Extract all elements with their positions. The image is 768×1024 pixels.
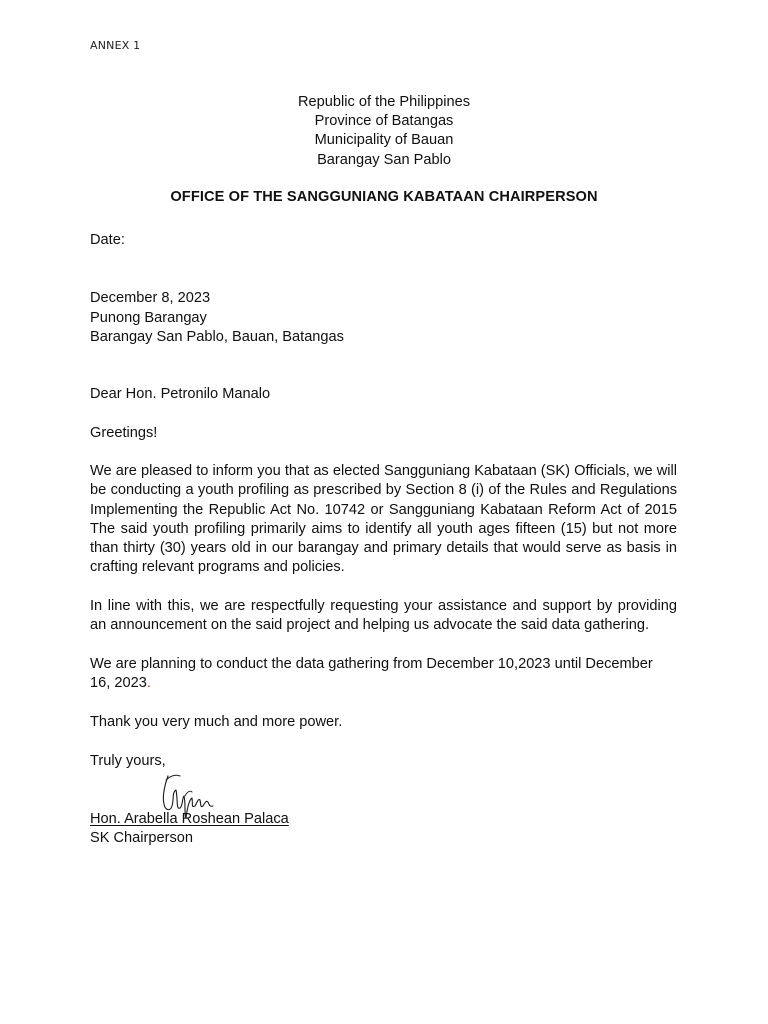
recipient-address: Barangay San Pablo, Bauan, Batangas [90,329,344,345]
letter-date: December 8, 2023 [90,290,211,306]
letterhead-country: Republic of the Philippines [298,94,470,110]
body-paragraph-2: In line with this, we are respectfully requesting your assistance and support by providing an announcement on the said project and helping us advocate the said data gathering. [90,598,677,634]
letterhead-province: Province of Batangas [314,113,454,130]
body-paragraph-3-period: . [146,675,151,692]
closing: Truly yours, [90,753,166,769]
office-title: OFFICE OF THE SANGGUNIANG KABATAAN CHAIRPERSON [170,189,598,205]
signatory-title: SK Chairperson [90,830,194,846]
date-label: Date: [90,232,125,248]
body-paragraph-3-text: We are planning to conduct the data gathering from December 10,2023 until December 16, 2023 [90,656,653,692]
recipient-position: Punong Barangay [90,310,207,326]
closing-thanks: Thank you very much and more power. [90,714,343,730]
signatory-name: Hon. Arabella Roshean Palaca [90,811,289,827]
annex-label: ANNEX 1 [90,39,141,52]
letterhead-municipality: Municipality of Bauan [314,132,454,149]
body-paragraph-1: We are pleased to inform you that as elected Sangguniang Kabataan (SK) Officials, we will be conducting a youth profiling as prescribed by Section 8 (i) of the Rules and Regulations Implementing the Republic Act No. 10742 or Sangguniang Kabataan Reform Act of 2015 The said youth profiling primarily aims to identify all youth ages fifteen (15) but not more than thirty (30) years old in our barangay and primary details that would serve as basis in crafting relevant programs and policies. [90,463,677,576]
letterhead-barangay: Barangay San Pablo [317,151,451,168]
letterhead [0,93,768,170]
body-paragraph-3 [90,655,677,694]
salutation: Dear Hon. Petronilo Manalo [90,386,271,402]
greeting: Greetings! [90,425,158,441]
